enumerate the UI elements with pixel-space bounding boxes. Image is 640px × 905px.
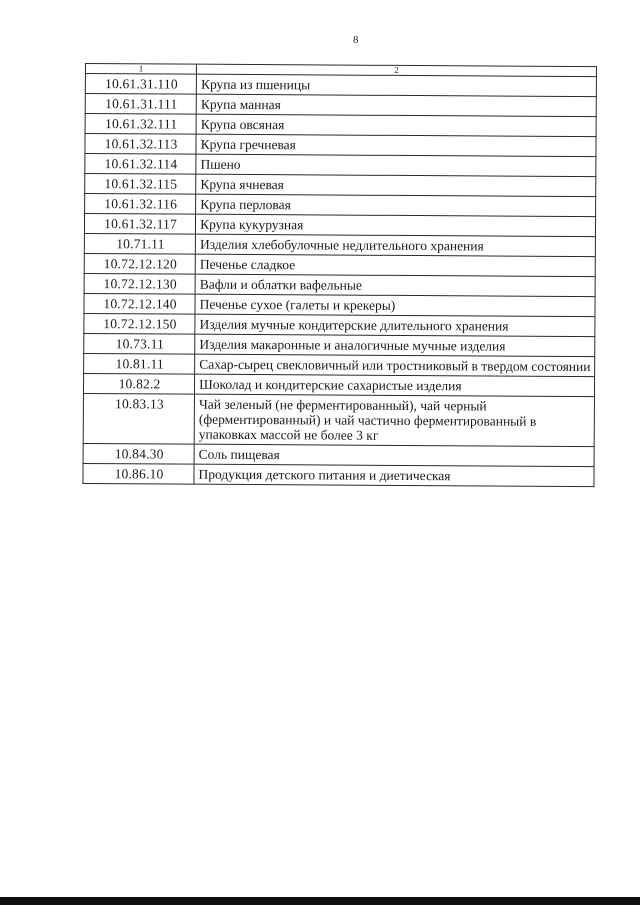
product-name: Крупа кукурузная (196, 214, 596, 236)
product-code: 10.61.32.117 (84, 214, 195, 235)
product-name: Изделия макаронные и аналогичные мучные изделия (195, 334, 595, 356)
product-code: 10.83.13 (83, 393, 194, 444)
product-code: 10.61.32.113 (85, 134, 196, 155)
product-name: Изделия мучные кондитерские длительного хранения (195, 314, 595, 336)
product-code: 10.61.32.114 (85, 154, 196, 175)
product-code: 10.61.32.111 (85, 114, 196, 135)
product-code: 10.86.10 (83, 463, 194, 484)
product-code: 10.73.11 (84, 333, 195, 354)
product-name: Чай зеленый (не ферментированный), чай черный (ферментированный) и чай частично ферментированный в упаковках массой не более 3 кг (194, 394, 594, 446)
product-code: 10.61.32.116 (85, 194, 196, 215)
scan-bottom-edge (0, 897, 640, 905)
product-name: Соль пищевая (194, 444, 594, 466)
product-name: Изделия хлебобулочные недлительного хранения (195, 234, 595, 256)
product-name: Продукция детского питания и диетическая (194, 464, 594, 486)
product-name: Пшено (196, 154, 596, 176)
product-name: Крупа из пшеницы (196, 74, 596, 96)
product-code: 10.81.11 (84, 353, 195, 374)
product-code: 10.82.2 (83, 373, 194, 394)
product-name: Крупа перловая (196, 194, 596, 216)
table-row (83, 393, 594, 446)
product-name: Сахар-сырец свекловичный или тростниковый в твердом состоянии (195, 354, 595, 376)
product-name: Крупа овсяная (196, 114, 596, 136)
product-code: 10.72.12.130 (84, 273, 195, 294)
page-number: 8 (353, 34, 359, 46)
product-code: 10.61.32.115 (85, 174, 196, 195)
product-code: 10.72.12.150 (84, 313, 195, 334)
column-number-1: 1 (85, 64, 196, 75)
column-number-2: 2 (197, 64, 597, 76)
product-code: 10.61.31.110 (85, 74, 196, 95)
product-code: 10.84.30 (83, 443, 194, 464)
product-name: Печенье сухое (галеты и крекеры) (195, 294, 595, 316)
product-code: 10.71.11 (84, 233, 195, 254)
product-name: Вафли и облатки вафельные (195, 274, 595, 296)
product-code-table (82, 63, 597, 487)
product-name: Печенье сладкое (195, 254, 595, 276)
table-row (83, 463, 594, 486)
product-name: Шоколад и кондитерские сахаристые изделия (195, 374, 595, 396)
product-code: 10.72.12.140 (84, 293, 195, 314)
product-name: Крупа ячневая (196, 174, 596, 196)
product-code: 10.72.12.120 (84, 253, 195, 274)
product-code: 10.61.31.111 (85, 94, 196, 115)
product-name: Крупа гречневая (196, 134, 596, 156)
product-name: Крупа манная (196, 94, 596, 116)
